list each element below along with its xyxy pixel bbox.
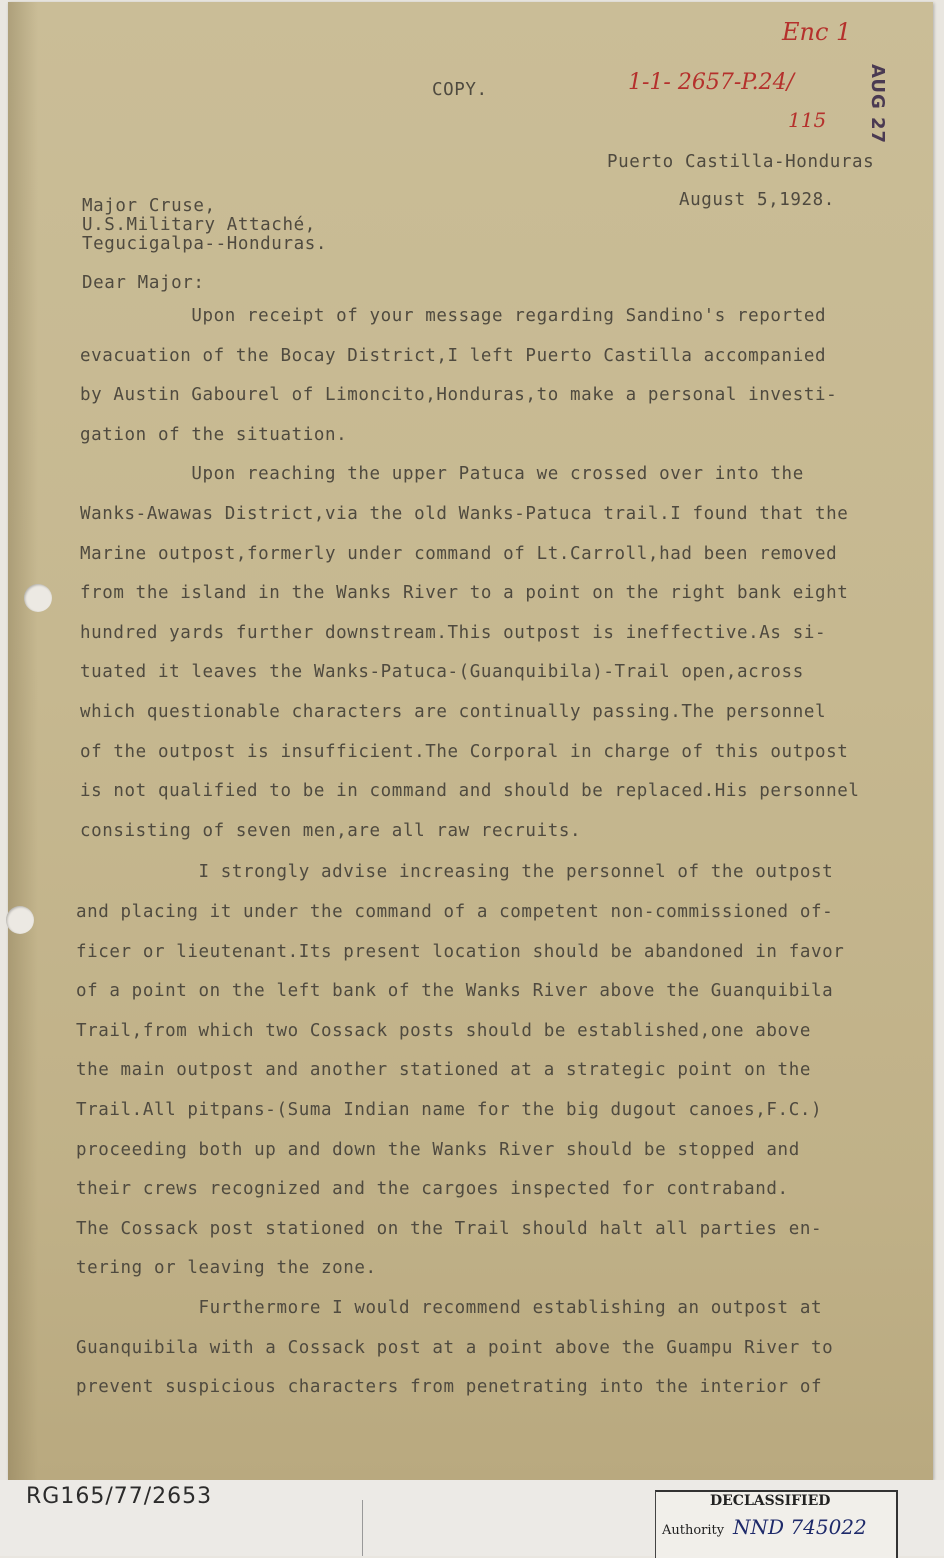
body-line: by Austin Gabourel of Limoncito,Honduras,to make a personal investi-: [80, 385, 838, 405]
authority-number: NND 745022: [733, 1515, 867, 1539]
body-line: Furthermore I would recommend establishing an outpost at: [76, 1298, 823, 1318]
body-line: is not qualified to be in command and should be replaced.His personnel: [80, 781, 860, 801]
handwritten-number: 115: [788, 108, 827, 132]
body-line: from the island in the Wanks River to a point on the right bank eight: [80, 583, 849, 603]
declassified-title: DECLASSIFIED: [710, 1493, 831, 1509]
addressee-name: Major Cruse,: [82, 196, 216, 216]
strip-divider: [362, 1500, 363, 1556]
letter-place: Puerto Castilla-Honduras: [607, 152, 875, 172]
body-line: and placing it under the command of a competent non-commissioned of-: [76, 902, 834, 922]
body-line: of a point on the left bank of the Wanks River above the Guanquibila: [76, 981, 834, 1001]
body-line: Guanquibila with a Cossack post at a point above the Guampu River to: [76, 1338, 834, 1358]
body-line: I strongly advise increasing the personnel of the outpost: [76, 862, 834, 882]
body-line: evacuation of the Bocay District,I left Puerto Castilla accompanied: [80, 346, 827, 366]
page-edge-shadow: [8, 2, 38, 1480]
addressee-title: U.S.Military Attaché,: [82, 215, 316, 235]
body-line: tering or leaving the zone.: [76, 1258, 377, 1278]
body-line: their crews recognized and the cargoes inspected for contraband.: [76, 1179, 789, 1199]
punch-hole: [6, 906, 34, 934]
body-line: consisting of seven men,are all raw recruits.: [80, 821, 582, 841]
body-line: the main outpost and another stationed at a strategic point on the: [76, 1060, 811, 1080]
body-line: The Cossack post stationed on the Trail should halt all parties en-: [76, 1219, 823, 1239]
salutation: Dear Major:: [82, 273, 205, 293]
copy-label: COPY.: [432, 80, 488, 100]
date-stamp: AUG 27: [867, 64, 888, 145]
body-line: Trail.All pitpans-(Suma Indian name for the big dugout canoes,F.C.): [76, 1100, 823, 1120]
body-line: Marine outpost,formerly under command of Lt.Carroll,had been removed: [80, 544, 838, 564]
body-line: prevent suspicious characters from penetrating into the interior of: [76, 1377, 823, 1397]
archive-file-code: RG165/77/2653: [26, 1484, 213, 1509]
body-line: tuated it leaves the Wanks-Patuca-(Guanquibila)-Trail open,across: [80, 662, 804, 682]
body-line: Upon receipt of your message regarding Sandino's reported: [80, 306, 827, 326]
handwritten-reference: 1-1- 2657-P.24/: [628, 70, 795, 95]
body-line: Trail,from which two Cossack posts should be established,one above: [76, 1021, 811, 1041]
body-line: gation of the situation.: [80, 425, 348, 445]
handwritten-enc: Enc 1: [782, 18, 852, 46]
body-line: ficer or lieutenant.Its present location should be abandoned in favor: [76, 942, 845, 962]
body-line: Wanks-Awawas District,via the old Wanks-Patuca trail.I found that the: [80, 504, 849, 524]
body-line: Upon reaching the upper Patuca we crossed over into the: [80, 464, 804, 484]
letter-date: August 5,1928.: [679, 190, 835, 210]
body-line: proceeding both up and down the Wanks River should be stopped and: [76, 1140, 800, 1160]
body-line: hundred yards further downstream.This outpost is ineffective.As si-: [80, 623, 827, 643]
body-line: of the outpost is insufficient.The Corporal in charge of this outpost: [80, 742, 849, 762]
authority-label: Authority: [662, 1523, 725, 1538]
addressee-location: Tegucigalpa--Honduras.: [82, 234, 327, 254]
body-line: which questionable characters are continually passing.The personnel: [80, 702, 827, 722]
punch-hole: [24, 584, 52, 612]
